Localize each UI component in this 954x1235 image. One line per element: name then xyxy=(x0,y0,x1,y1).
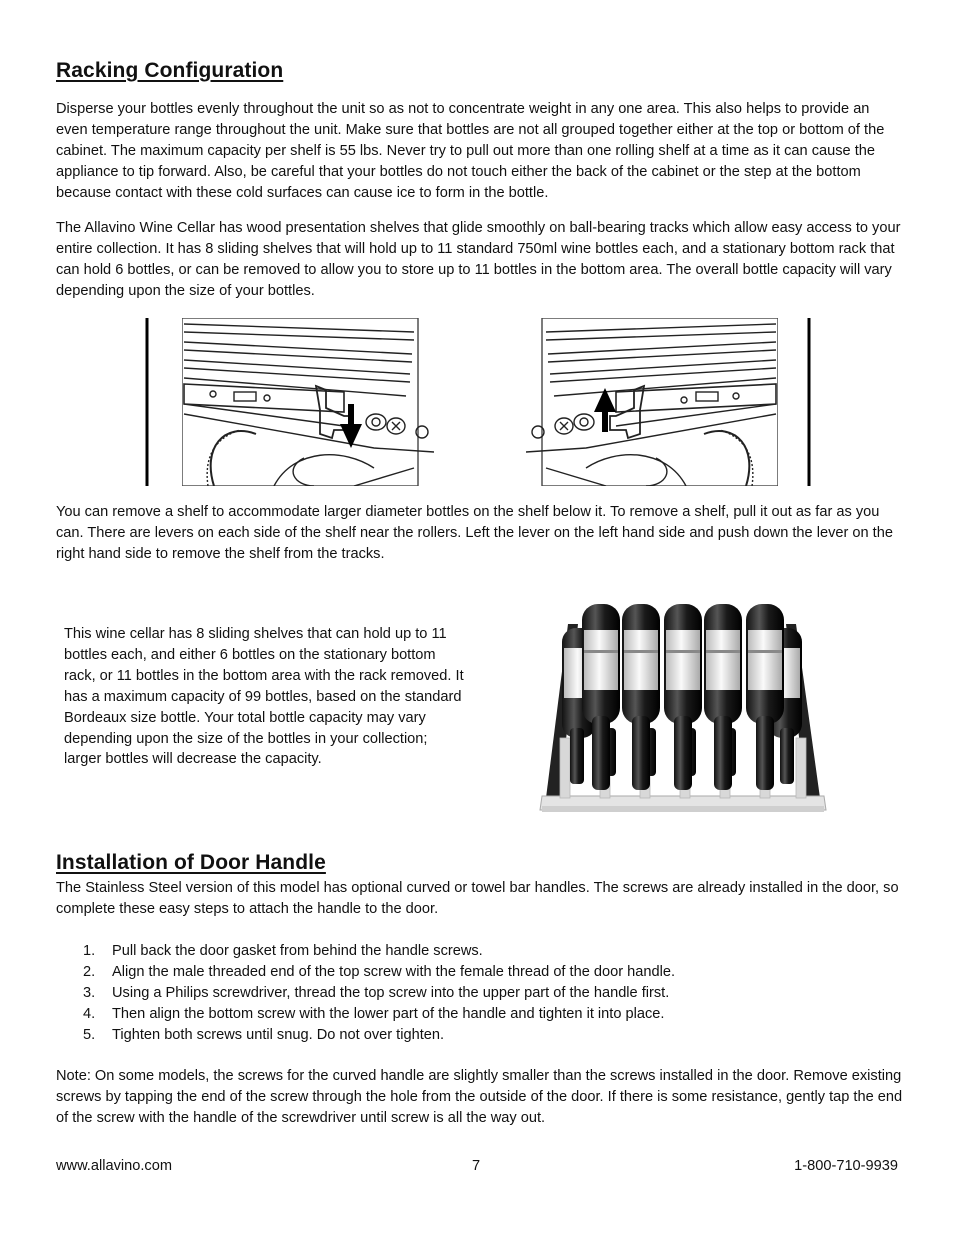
racking-paragraph-1: Disperse your bottles evenly throughout the unit so as not to concentrate weight in any one area. This also helps to provide an even temperature range throughout the unit. Make sure that bottles are not all grouped together either at the top or bottom of the cabinet. The maximum capacity per shelf is 55 lbs. Never try to pull out more than one rolling shelf at a time as it can cause the appliance to tip forward. Also, be careful that your bottles do not touch either the back of the cabinet or the step at the bottom because contact with these cold surfaces can cause ice to form in the bottle. xyxy=(56,101,885,201)
list-item xyxy=(56,983,904,1004)
handle-title: Installation of Door Handle xyxy=(56,851,326,874)
step-text: Then align the bottom screw with the lower part of the handle and tighten it into place. xyxy=(112,1005,665,1022)
step-number: 2. xyxy=(83,963,96,980)
step-number: 1. xyxy=(83,943,96,959)
list-item xyxy=(56,1025,904,1046)
list-item xyxy=(56,962,904,983)
wine-bottles-icon xyxy=(538,598,828,816)
wine-bottles-on-shelf-photo xyxy=(538,598,828,816)
list-item xyxy=(56,941,904,962)
list-item xyxy=(56,1004,904,1025)
step-text: Tighten both screws until snug. Do not over tighten. xyxy=(112,1026,445,1043)
handle-intro: The Stainless Steel version of this model has optional curved or towel bar handles. The screws are already installed in the door, so complete these easy steps to attach the handle to the door. xyxy=(56,880,899,917)
racking-paragraph-2: The Allavino Wine Cellar has wood presentation shelves that glide smoothly on ball-bearing tracks which allow easy access to your entire collection. It has 8 sliding shelves that will hold up to 11 standard 750ml wine bottles each, and a stationary bottom rack that can hold 6 bottles, or can be removed to allow you to store up to 11 bottles in the bottom area. The overall bottle capacity will vary depending upon the size of your bottles. xyxy=(56,220,901,299)
footer-website: www.allavino.com xyxy=(56,1158,172,1174)
handle-steps-list xyxy=(56,941,904,1046)
handle-note: Note: On some models, the screws for the curved handle are slightly smaller than the screws installed in the door. Remove existing screws by tapping the end of the screw through the hole from the outside of the door. If there is some resistance, gently tap the end of the screw with the handle of the screwdriver until screw is all the way out. xyxy=(56,1068,903,1126)
shelf-lever-up-diagram xyxy=(526,318,816,488)
footer-phone: 1-800-710-9939 xyxy=(794,1158,898,1174)
step-number: 3. xyxy=(83,984,96,1001)
shelf-lever-up-icon xyxy=(526,318,816,488)
step-number: 5. xyxy=(83,1026,96,1043)
shelf-lever-down-diagram xyxy=(144,318,434,488)
shelf-lever-down-icon xyxy=(144,318,434,488)
footer-page-number: 7 xyxy=(472,1158,481,1174)
step-text: Pull back the door gasket from behind the handle screws. xyxy=(112,943,483,959)
racking-paragraph-4: This wine cellar has 8 sliding shelves that can hold up to 11 bottles each, and either 6 bottles on the stationary bottom rack, or 11 bottles in the bottom area with the rack removed. It has a maximum capacity of 99 bottles, based on the standard Bordeaux size bottle. Your total bottle capacity may vary depending upon the size of the bottles in your collection; larger bottles will decrease the capacity. xyxy=(64,626,464,768)
racking-paragraph-3: You can remove a shelf to accommodate larger diameter bottles on the shelf below it. To remove a shelf, pull it out as far as you can. There are levers on each side of the shelf near the rollers. Left the lever on the left hand side and push down the lever on the right hand side to remove the shelf from the tracks. xyxy=(56,504,893,562)
step-text: Using a Philips screwdriver, thread the top screw into the upper part of the handle first. xyxy=(112,984,670,1001)
step-text: Align the male threaded end of the top screw with the female thread of the door handle. xyxy=(112,963,676,980)
step-number: 4. xyxy=(83,1005,96,1022)
racking-title: Racking Configuration xyxy=(56,59,284,82)
